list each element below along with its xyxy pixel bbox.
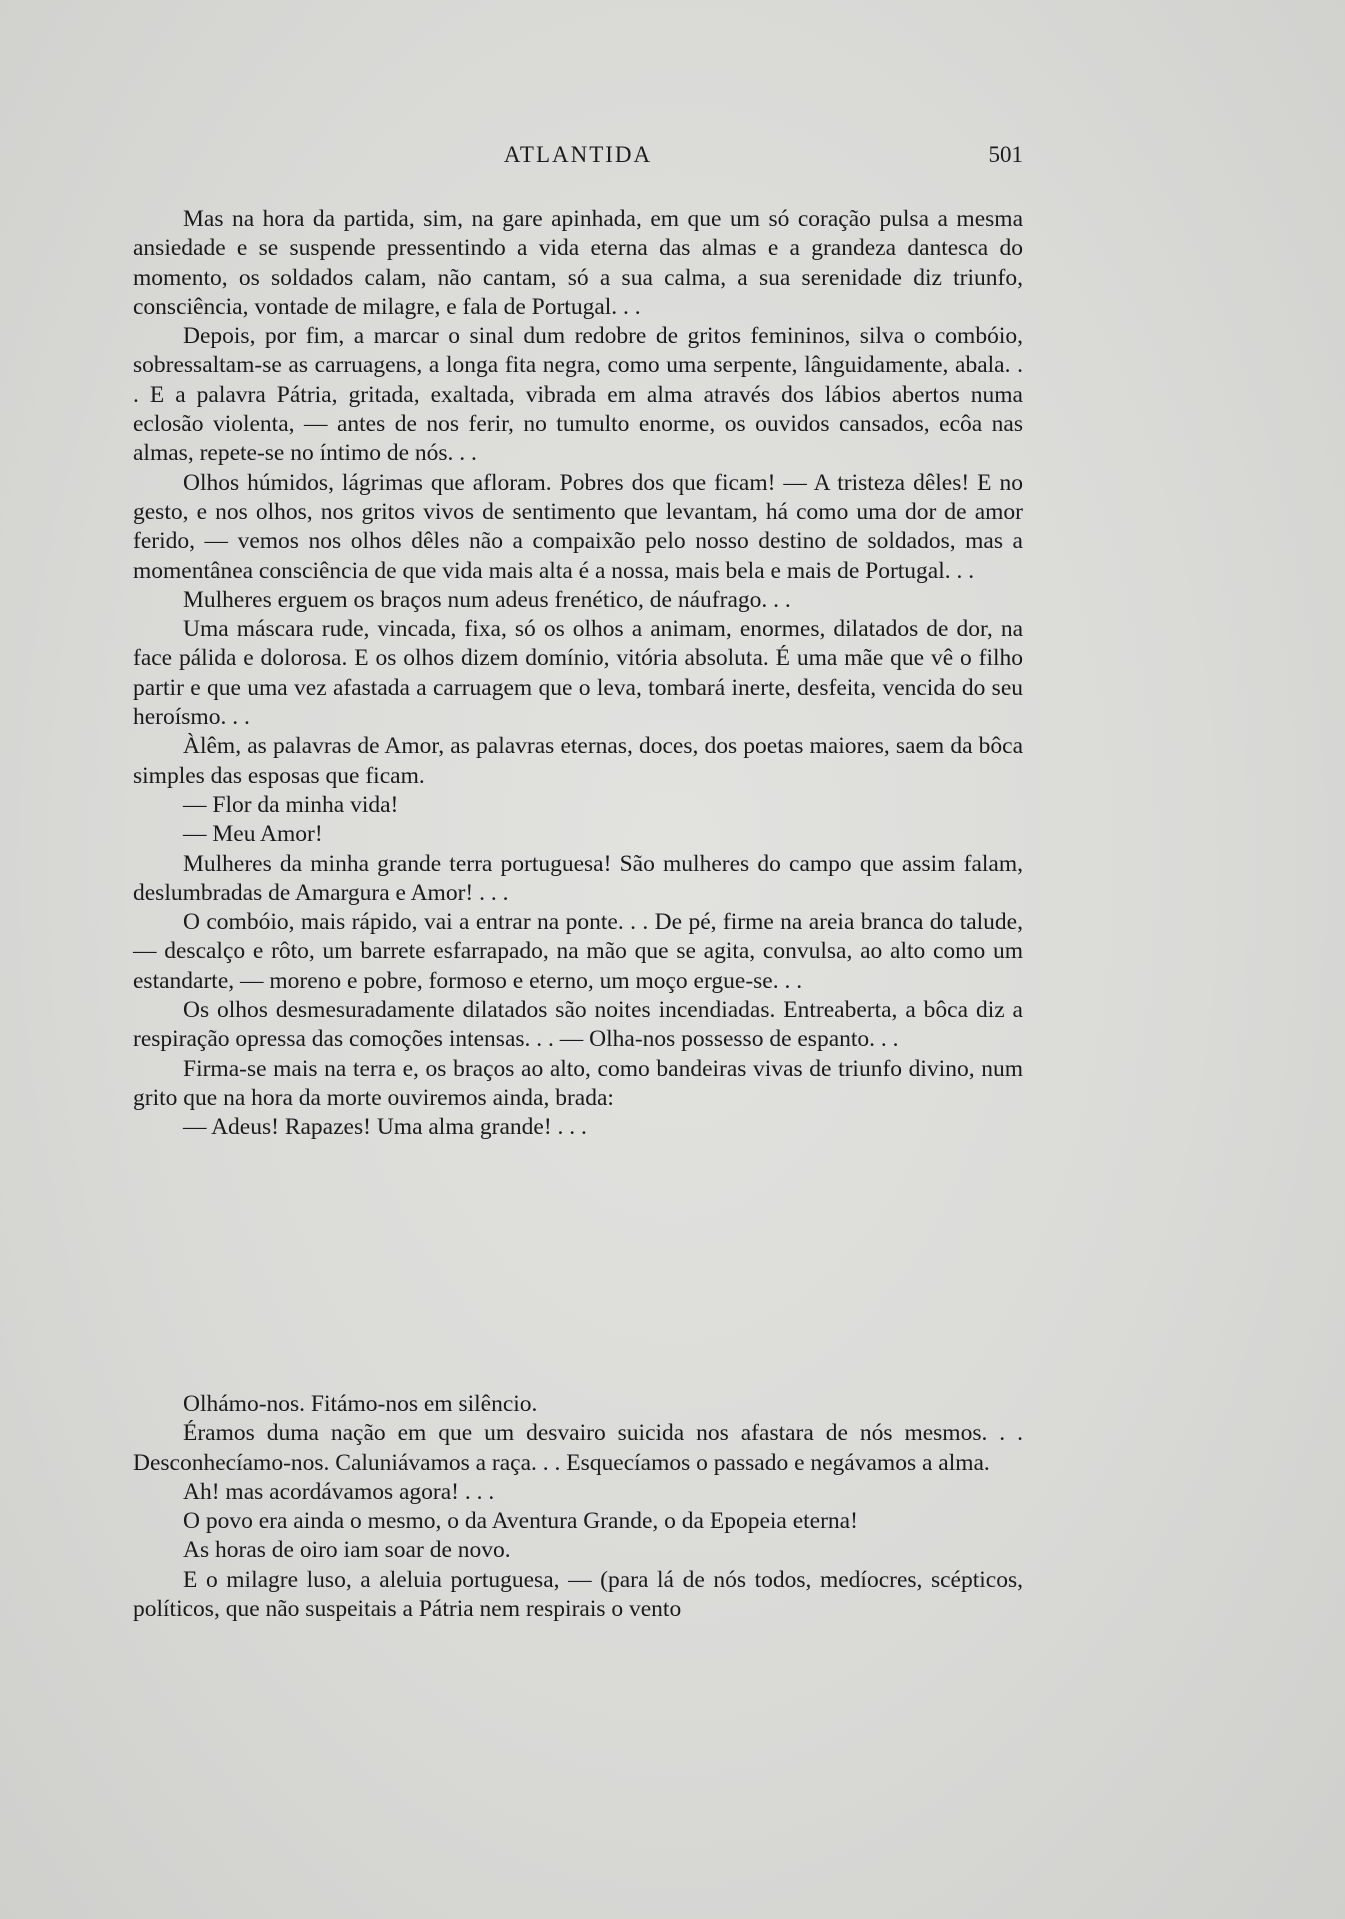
running-title: ATLANTIDA — [503, 142, 653, 167]
body-text-section-2 — [133, 1390, 1023, 1624]
paragraph: — Meu Amor! — [183, 821, 323, 848]
paragraph: Éramos duma nação em que um desvairo suicida nos afastara de nós mesmos. . . Desconhecíamo-nos. Caluniávamos a raça. . . Esquecíamos o passado e negávamos a alma. — [133, 1420, 1023, 1476]
page-number: 501 — [988, 142, 1023, 167]
paragraph: Mulheres da minha grande terra portuguesa! São mulheres do campo que assim falam, deslumbradas de Amargura e Amor! . . . — [133, 850, 1023, 906]
paragraph: Olhos húmidos, lágrimas que afloram. Pobres dos que ficam! — A tristeza dêles! E no gesto, e nos olhos, nos gritos vivos de sentimento que levantam, há como uma dor de amor ferido, — vemos nos olhos dêles não a compaixão pelo nosso destino de soldados, mas a momentânea consciência de que vida mais alta é a nossa, mais bela e mais de Portugal. . . — [133, 469, 1023, 584]
paragraph: Ah! mas acordávamos agora! . . . — [183, 1478, 495, 1505]
paragraph: Depois, por fim, a marcar o sinal dum redobre de gritos femininos, silva o combóio, sobressaltam-se as carruagens, a longa fita negra, como uma serpente, lânguidamente, abala. . . E a palavra Pátria, gritada, exaltada, vibrada em alma através dos lábios abertos numa eclosão violenta, — antes de nos ferir, no tumulto enorme, os ouvidos cansados, ecôa nas almas, repete-se no íntimo de nós. . . — [133, 323, 1023, 467]
paragraph: — Adeus! Rapazes! Uma alma grande! . . . — [183, 1114, 587, 1141]
paragraph: Olhámo-nos. Fitámo-nos em silêncio. — [183, 1391, 538, 1417]
paragraph: Àlêm, as palavras de Amor, as palavras eternas, doces, dos poetas maiores, saem da bôca simples das esposas que ficam. — [133, 733, 1023, 789]
paragraph: Firma-se mais na terra e, os braços ao alto, como bandeiras vivas de triunfo divino, num grito que na hora da morte ouviremos ainda, brada: — [133, 1055, 1023, 1111]
paragraph: O povo era ainda o mesmo, o da Aventura Grande, o da Epopeia eterna! — [183, 1508, 858, 1535]
body-text-section-1 — [133, 205, 1023, 1143]
paragraph: Mulheres erguem os braços num adeus frenético, de náufrago. . . — [183, 586, 791, 613]
paragraph: As horas de oiro iam soar de novo. — [183, 1537, 511, 1564]
running-header — [133, 142, 1023, 178]
paragraph: Uma máscara rude, vincada, fixa, só os olhos a animam, enormes, dilatados de dor, na face pálida e dolorosa. E os olhos dizem domínio, vitória absoluta. É uma mãe que vê o filho partir e que uma vez afastada a carruagem que o leva, tombará inerte, desfeita, vencida do seu heroísmo. . . — [133, 616, 1023, 731]
paragraph: Mas na hora da partida, sim, na gare apinhada, em que um só coração pulsa a mesma ansiedade e se suspende pressentindo a vida eterna das almas e a grandeza dantesca do momento, os soldados calam, não cantam, só a sua calma, a sua serenidade diz triunfo, consciência, vontade de milagre, e fala de Portugal. . . — [133, 206, 1023, 320]
paragraph: — Flor da minha vida! — [183, 791, 399, 818]
paragraph: E o milagre luso, a aleluia portuguesa, — (para lá de nós todos, medíocres, scépticos, políticos, que não suspeitais a Pátria nem respirais o vento — [133, 1566, 1023, 1623]
paragraph: Os olhos desmesuradamente dilatados são noites incendiadas. Entreaberta, a bôca diz a respiração opressa das comoções intensas. . . — Olha-nos possesso de espanto. . . — [133, 997, 1023, 1053]
paragraph: O combóio, mais rápido, vai a entrar na ponte. . . De pé, firme na areia branca do talude, — descalço e rôto, um barrete esfarrapado, na mão que se agita, convulsa, ao alto como um estandarte, — moreno e pobre, formoso e eterno, um moço ergue-se. . . — [133, 909, 1023, 994]
